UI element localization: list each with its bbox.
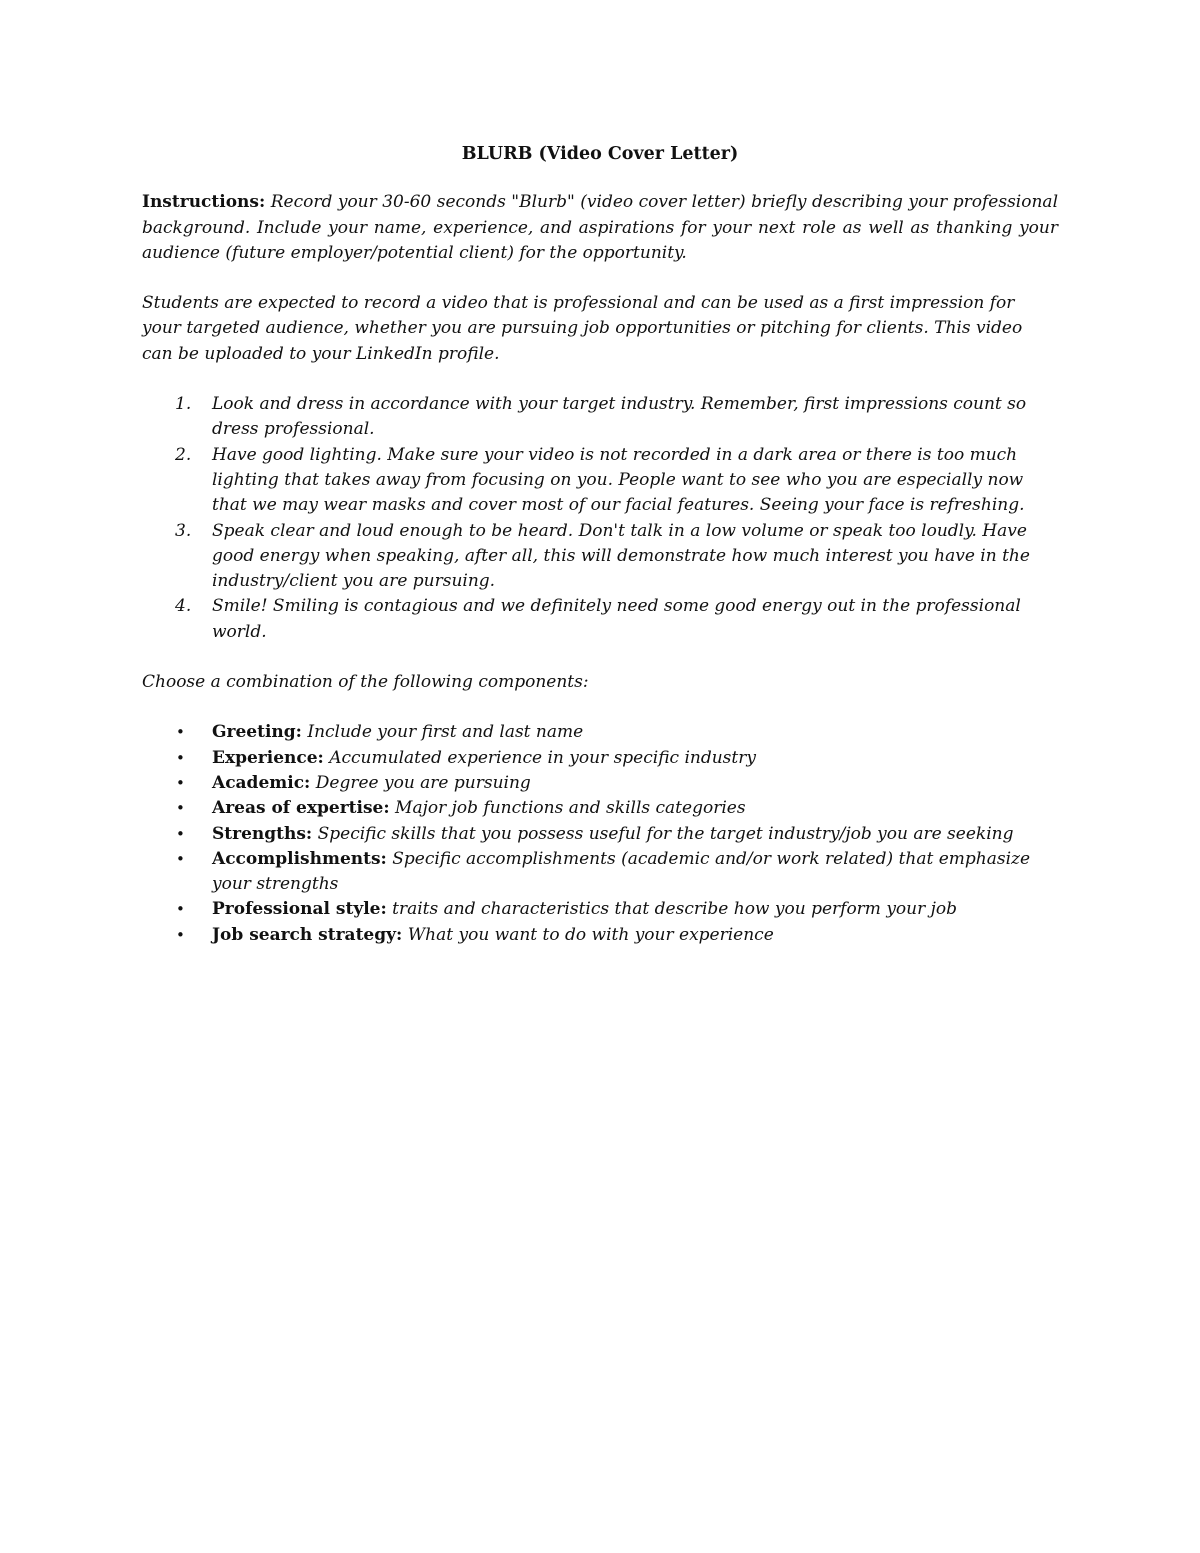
- component-desc: Specific skills that you possess useful for the target industry/job you are seeking: [317, 823, 1014, 844]
- component-term: Strengths:: [212, 823, 313, 844]
- bullet-icon: •: [176, 925, 185, 944]
- intro-paragraph: Students are expected to record a video that is professional and can be used as a first impression for your targeted audience, whether you are pursuing job opportunities or pitching for clients. This video can be uploaded to your LinkedIn profile.: [142, 293, 1023, 364]
- component-item: [142, 822, 1058, 847]
- components-intro: Choose a combination of the following components:: [142, 672, 589, 693]
- component-item: [142, 923, 1058, 948]
- components-list: [142, 720, 1058, 948]
- component-term: Areas of expertise:: [212, 798, 390, 819]
- component-item: [142, 771, 1058, 796]
- instructions-text: Record your 30-60 seconds "Blurb" (video cover letter) briefly describing your professional background. Include your name, experience, and aspirations for your next role as well as thanking your audience (future employer/potential client) for the opportunity.: [142, 192, 1058, 263]
- bullet-icon: •: [176, 748, 185, 767]
- component-term: Professional style:: [212, 899, 387, 920]
- bullet-icon: •: [176, 849, 185, 868]
- component-term: Experience:: [212, 747, 324, 768]
- tip-item: [142, 594, 1058, 645]
- component-item: [142, 847, 1058, 898]
- tip-item: [142, 519, 1058, 595]
- component-item: [142, 720, 1058, 745]
- tip-text: Speak clear and loud enough to be heard. Don't talk in a low volume or speak too loudly. Have good energy when speaking, after all, this will demonstrate how much interest you have in the industry/client you are pursuing.: [212, 520, 1030, 592]
- tip-item: [142, 443, 1058, 519]
- instructions-paragraph: [142, 190, 1058, 266]
- component-desc: Major job functions and skills categories: [395, 798, 746, 819]
- tip-number: 4.: [175, 596, 192, 617]
- component-desc: Accumulated experience in your specific industry: [329, 747, 756, 768]
- component-desc: Degree you are pursuing: [315, 772, 531, 793]
- component-item: [142, 897, 1058, 922]
- component-desc: Include your first and last name: [307, 722, 584, 743]
- component-desc: traits and characteristics that describe how you perform your job: [392, 899, 958, 920]
- tips-list: [142, 392, 1058, 645]
- component-term: Accomplishments:: [212, 848, 387, 869]
- bullet-icon: •: [176, 824, 185, 843]
- tip-number: 1.: [175, 394, 192, 415]
- tip-text: Have good lighting. Make sure your video is not recorded in a dark area or there is too much lighting that takes away from focusing on you. People want to see who you are especially now that we may wear masks and cover most of our facial features. Seeing your face is refreshing.: [212, 444, 1025, 516]
- tip-text: Look and dress in accordance with your target industry. Remember, first impressions count so dress professional.: [212, 394, 1027, 440]
- component-term: Academic:: [212, 772, 311, 793]
- component-term: Greeting:: [212, 722, 302, 743]
- bullet-icon: •: [176, 799, 185, 818]
- tip-text: Smile! Smiling is contagious and we definitely need some good energy out in the professional world.: [212, 596, 1021, 642]
- component-item: [142, 746, 1058, 771]
- bullet-icon: •: [176, 900, 185, 919]
- document-page: [142, 142, 1058, 948]
- component-item: [142, 796, 1058, 821]
- instructions-label: Instructions:: [142, 192, 266, 213]
- component-desc: What you want to do with your experience: [407, 924, 774, 945]
- tip-number: 3.: [175, 520, 192, 541]
- document-title: BLURB (Video Cover Letter): [461, 144, 739, 164]
- bullet-icon: •: [176, 773, 185, 792]
- component-desc: Specific accomplishments (academic and/or work related) that emphasize your strengths: [212, 848, 1031, 895]
- bullet-icon: •: [176, 723, 185, 742]
- component-term: Job search strategy:: [212, 924, 403, 945]
- tip-item: [142, 392, 1058, 443]
- tip-number: 2.: [175, 444, 192, 465]
